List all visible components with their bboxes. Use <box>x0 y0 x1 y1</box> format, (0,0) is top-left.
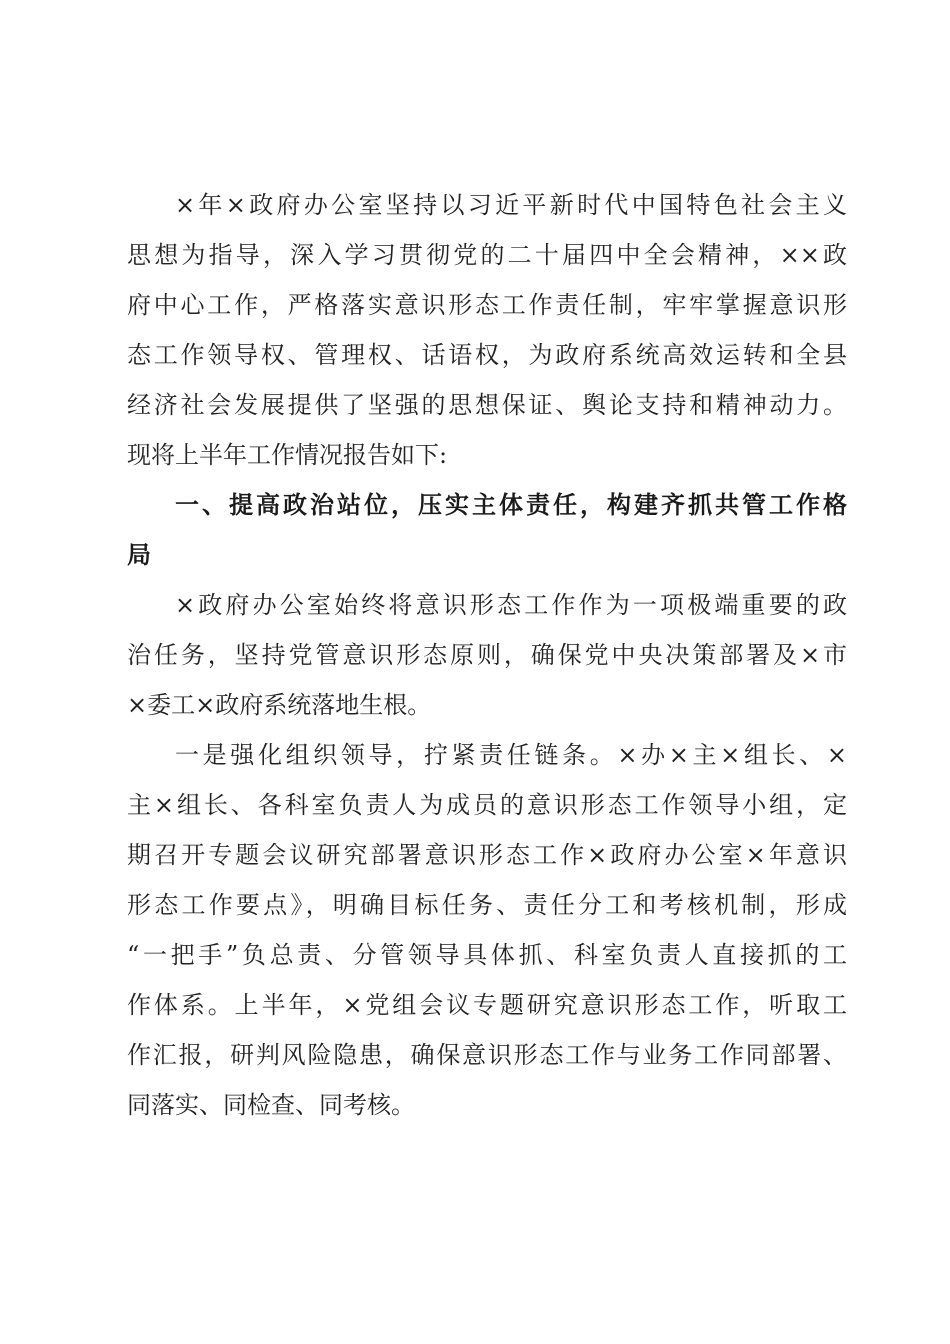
text-line: 作汇报，研判风险隐患，确保意识形态工作与业务工作同部署、 <box>127 1041 847 1069</box>
text-line: 期召开专题会议研究部署意识形态工作×政府办公室×年意识 <box>127 841 847 869</box>
text-line: 形态工作要点》，明确目标任务、责任分工和考核机制，形成 <box>127 891 847 919</box>
text-line: ×政府办公室始终将意识形态工作作为一项极端重要的政 <box>175 591 847 619</box>
text-line: ×年×政府办公室坚持以习近平新时代中国特色社会主义 <box>175 191 847 219</box>
text-line: 现将上半年工作情况报告如下: <box>127 441 448 469</box>
text-line: 治任务，坚持党管意识形态原则，确保党中央决策部署及×市 <box>127 641 847 669</box>
text-line: ×委工×政府系统落地生根。 <box>127 691 432 719</box>
text-line: 思想为指导，深入学习贯彻党的二十届四中全会精神，××政 <box>127 241 847 269</box>
heading-line: 局 <box>127 541 151 569</box>
text-line: 同落实、同检查、同考核。 <box>127 1091 415 1119</box>
text-line: 作体系。上半年，×党组会议专题研究意识形态工作，听取工 <box>127 991 847 1019</box>
heading-line: 一、提高政治站位，压实主体责任，构建齐抓共管工作格 <box>175 491 847 519</box>
text-line: 一是强化组织领导，拧紧责任链条。×办×主×组长、× <box>175 741 847 769</box>
text-line: 态工作领导权、管理权、话语权，为政府系统高效运转和全县 <box>127 341 847 369</box>
text-line: 主×组长、各科室负责人为成员的意识形态工作领导小组，定 <box>127 791 847 819</box>
text-line: “一把手”负总责、分管领导具体抓、科室负责人直接抓的工 <box>127 941 847 969</box>
text-line: 府中心工作，严格落实意识形态工作责任制，牢牢掌握意识形 <box>127 291 847 319</box>
text-line: 经济社会发展提供了坚强的思想保证、舆论支持和精神动力。 <box>127 391 847 419</box>
